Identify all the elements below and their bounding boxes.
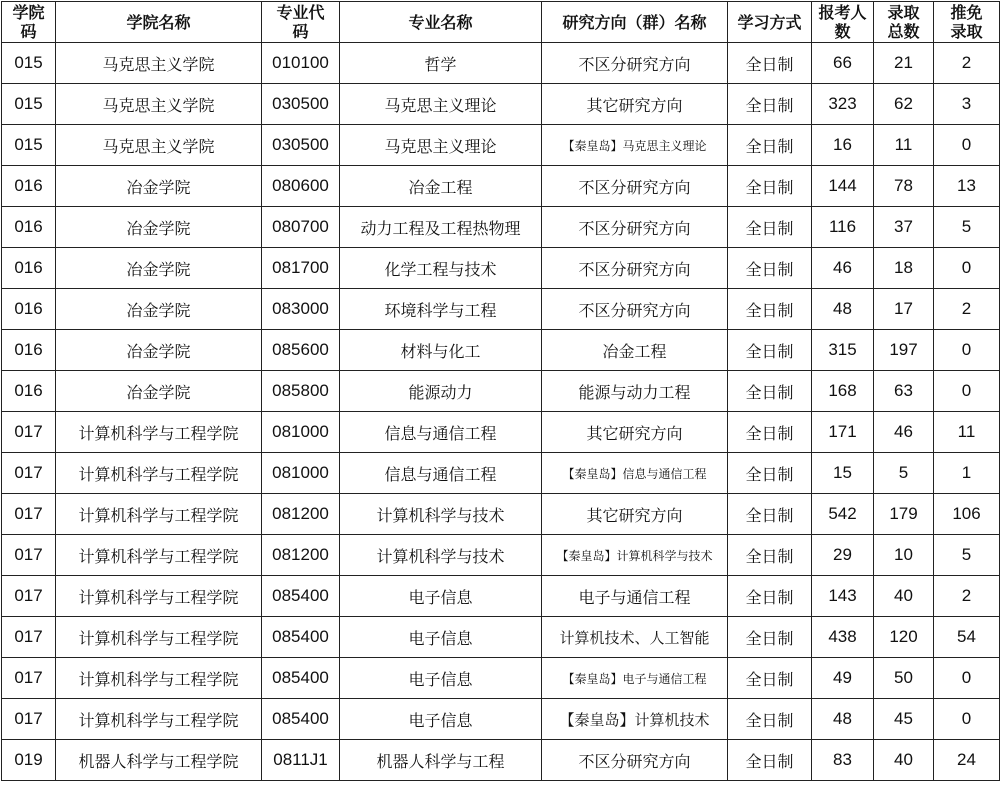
cell-applicants: 16	[812, 125, 874, 166]
cell-major-code: 081200	[262, 494, 340, 535]
cell-study-mode: 全日制	[728, 248, 812, 289]
cell-major-name: 马克思主义理论	[340, 84, 542, 125]
cell-major-name: 哲学	[340, 43, 542, 84]
cell-college-name: 计算机科学与工程学院	[56, 658, 262, 699]
cell-major-name: 计算机科学与技术	[340, 494, 542, 535]
header-applicants: 报考人 数	[812, 2, 874, 43]
table-row	[2, 166, 1000, 207]
cell-exempt-admitted: 1	[934, 453, 1000, 494]
header-admitted-total: 录取 总数	[874, 2, 934, 43]
cell-exempt-admitted: 5	[934, 207, 1000, 248]
cell-college-code: 017	[2, 453, 56, 494]
admissions-table	[1, 1, 1000, 781]
cell-exempt-admitted: 0	[934, 658, 1000, 699]
cell-college-name: 冶金学院	[56, 330, 262, 371]
table-row	[2, 576, 1000, 617]
cell-study-mode: 全日制	[728, 699, 812, 740]
cell-applicants: 46	[812, 248, 874, 289]
cell-major-code: 085600	[262, 330, 340, 371]
cell-research-direction: 【秦皇岛】电子与通信工程	[542, 658, 728, 699]
table-row	[2, 453, 1000, 494]
cell-research-direction: 计算机技术、人工智能	[542, 617, 728, 658]
cell-college-name: 冶金学院	[56, 248, 262, 289]
cell-research-direction: 冶金工程	[542, 330, 728, 371]
cell-major-code: 030500	[262, 125, 340, 166]
cell-college-code: 015	[2, 125, 56, 166]
cell-study-mode: 全日制	[728, 166, 812, 207]
cell-college-name: 马克思主义学院	[56, 84, 262, 125]
cell-research-direction: 其它研究方向	[542, 494, 728, 535]
header-major-code: 专业代 码	[262, 2, 340, 43]
cell-college-name: 冶金学院	[56, 371, 262, 412]
cell-college-code: 016	[2, 330, 56, 371]
cell-major-code: 0811J1	[262, 740, 340, 781]
cell-exempt-admitted: 2	[934, 576, 1000, 617]
cell-applicants: 48	[812, 289, 874, 330]
cell-research-direction: 不区分研究方向	[542, 248, 728, 289]
cell-college-code: 015	[2, 84, 56, 125]
header-study-mode: 学习方式	[728, 2, 812, 43]
cell-admitted-total: 37	[874, 207, 934, 248]
cell-major-name: 冶金工程	[340, 166, 542, 207]
cell-admitted-total: 62	[874, 84, 934, 125]
cell-college-code: 017	[2, 658, 56, 699]
cell-major-name: 环境科学与工程	[340, 289, 542, 330]
cell-major-name: 能源动力	[340, 371, 542, 412]
cell-applicants: 168	[812, 371, 874, 412]
cell-exempt-admitted: 54	[934, 617, 1000, 658]
cell-admitted-total: 5	[874, 453, 934, 494]
cell-applicants: 143	[812, 576, 874, 617]
cell-admitted-total: 50	[874, 658, 934, 699]
cell-admitted-total: 179	[874, 494, 934, 535]
cell-applicants: 15	[812, 453, 874, 494]
cell-research-direction: 【秦皇岛】计算机技术	[542, 699, 728, 740]
cell-college-name: 马克思主义学院	[56, 43, 262, 84]
cell-college-name: 冶金学院	[56, 207, 262, 248]
cell-study-mode: 全日制	[728, 535, 812, 576]
cell-study-mode: 全日制	[728, 494, 812, 535]
cell-college-code: 016	[2, 248, 56, 289]
cell-major-name: 电子信息	[340, 617, 542, 658]
cell-study-mode: 全日制	[728, 412, 812, 453]
cell-research-direction: 不区分研究方向	[542, 166, 728, 207]
cell-major-name: 动力工程及工程热物理	[340, 207, 542, 248]
cell-admitted-total: 17	[874, 289, 934, 330]
table-row	[2, 248, 1000, 289]
cell-study-mode: 全日制	[728, 371, 812, 412]
table-row	[2, 330, 1000, 371]
cell-study-mode: 全日制	[728, 125, 812, 166]
cell-admitted-total: 46	[874, 412, 934, 453]
cell-college-code: 016	[2, 166, 56, 207]
cell-admitted-total: 197	[874, 330, 934, 371]
cell-study-mode: 全日制	[728, 740, 812, 781]
cell-research-direction: 能源与动力工程	[542, 371, 728, 412]
cell-college-code: 016	[2, 371, 56, 412]
cell-college-name: 计算机科学与工程学院	[56, 699, 262, 740]
cell-college-name: 计算机科学与工程学院	[56, 453, 262, 494]
cell-exempt-admitted: 5	[934, 535, 1000, 576]
cell-research-direction: 【秦皇岛】马克思主义理论	[542, 125, 728, 166]
table-row	[2, 494, 1000, 535]
cell-college-code: 017	[2, 494, 56, 535]
cell-college-name: 机器人科学与工程学院	[56, 740, 262, 781]
cell-major-code: 081000	[262, 453, 340, 494]
cell-study-mode: 全日制	[728, 84, 812, 125]
cell-major-name: 信息与通信工程	[340, 412, 542, 453]
table-row	[2, 289, 1000, 330]
table-row	[2, 658, 1000, 699]
cell-study-mode: 全日制	[728, 330, 812, 371]
cell-research-direction: 不区分研究方向	[542, 43, 728, 84]
cell-exempt-admitted: 24	[934, 740, 1000, 781]
cell-applicants: 29	[812, 535, 874, 576]
cell-admitted-total: 21	[874, 43, 934, 84]
cell-research-direction: 不区分研究方向	[542, 289, 728, 330]
table-row	[2, 535, 1000, 576]
cell-applicants: 83	[812, 740, 874, 781]
cell-major-code: 080600	[262, 166, 340, 207]
cell-major-name: 化学工程与技术	[340, 248, 542, 289]
table-row	[2, 412, 1000, 453]
cell-research-direction: 【秦皇岛】信息与通信工程	[542, 453, 728, 494]
cell-college-code: 016	[2, 289, 56, 330]
cell-major-name: 马克思主义理论	[340, 125, 542, 166]
cell-research-direction: 电子与通信工程	[542, 576, 728, 617]
cell-college-code: 017	[2, 617, 56, 658]
cell-major-code: 083000	[262, 289, 340, 330]
cell-study-mode: 全日制	[728, 576, 812, 617]
cell-major-code: 085800	[262, 371, 340, 412]
cell-college-code: 017	[2, 535, 56, 576]
cell-major-name: 材料与化工	[340, 330, 542, 371]
cell-exempt-admitted: 0	[934, 371, 1000, 412]
table-row	[2, 371, 1000, 412]
cell-major-name: 电子信息	[340, 658, 542, 699]
cell-study-mode: 全日制	[728, 658, 812, 699]
cell-research-direction: 不区分研究方向	[542, 207, 728, 248]
header-exempt-admitted: 推免 录取	[934, 2, 1000, 43]
cell-admitted-total: 40	[874, 740, 934, 781]
cell-college-name: 计算机科学与工程学院	[56, 535, 262, 576]
cell-major-code: 080700	[262, 207, 340, 248]
cell-major-code: 085400	[262, 617, 340, 658]
cell-applicants: 542	[812, 494, 874, 535]
cell-applicants: 171	[812, 412, 874, 453]
cell-exempt-admitted: 106	[934, 494, 1000, 535]
header-major-name: 专业名称	[340, 2, 542, 43]
cell-research-direction: 【秦皇岛】计算机科学与技术	[542, 535, 728, 576]
cell-major-code: 081700	[262, 248, 340, 289]
header-row	[2, 2, 1000, 43]
header-college-code: 学院 码	[2, 2, 56, 43]
cell-college-name: 冶金学院	[56, 289, 262, 330]
cell-applicants: 144	[812, 166, 874, 207]
table-row	[2, 740, 1000, 781]
cell-applicants: 66	[812, 43, 874, 84]
cell-major-name: 机器人科学与工程	[340, 740, 542, 781]
cell-major-name: 电子信息	[340, 576, 542, 617]
cell-college-code: 017	[2, 699, 56, 740]
cell-exempt-admitted: 3	[934, 84, 1000, 125]
cell-exempt-admitted: 13	[934, 166, 1000, 207]
table-row	[2, 617, 1000, 658]
cell-admitted-total: 120	[874, 617, 934, 658]
cell-college-code: 017	[2, 576, 56, 617]
cell-exempt-admitted: 0	[934, 248, 1000, 289]
table-body	[2, 43, 1000, 781]
cell-college-code: 016	[2, 207, 56, 248]
cell-major-name: 电子信息	[340, 699, 542, 740]
cell-admitted-total: 10	[874, 535, 934, 576]
cell-exempt-admitted: 11	[934, 412, 1000, 453]
table-row	[2, 125, 1000, 166]
cell-applicants: 438	[812, 617, 874, 658]
table-row	[2, 43, 1000, 84]
cell-study-mode: 全日制	[728, 207, 812, 248]
cell-major-code: 081000	[262, 412, 340, 453]
cell-applicants: 116	[812, 207, 874, 248]
table-row	[2, 84, 1000, 125]
cell-exempt-admitted: 0	[934, 330, 1000, 371]
cell-admitted-total: 11	[874, 125, 934, 166]
cell-study-mode: 全日制	[728, 453, 812, 494]
cell-admitted-total: 63	[874, 371, 934, 412]
cell-college-name: 计算机科学与工程学院	[56, 617, 262, 658]
cell-college-name: 冶金学院	[56, 166, 262, 207]
cell-study-mode: 全日制	[728, 43, 812, 84]
cell-college-name: 计算机科学与工程学院	[56, 412, 262, 453]
cell-major-code: 010100	[262, 43, 340, 84]
table-row	[2, 207, 1000, 248]
cell-major-code: 030500	[262, 84, 340, 125]
cell-applicants: 323	[812, 84, 874, 125]
cell-college-name: 马克思主义学院	[56, 125, 262, 166]
cell-research-direction: 其它研究方向	[542, 412, 728, 453]
cell-admitted-total: 78	[874, 166, 934, 207]
cell-applicants: 315	[812, 330, 874, 371]
cell-college-name: 计算机科学与工程学院	[56, 494, 262, 535]
cell-major-code: 081200	[262, 535, 340, 576]
cell-college-name: 计算机科学与工程学院	[56, 576, 262, 617]
cell-major-name: 计算机科学与技术	[340, 535, 542, 576]
table-row	[2, 699, 1000, 740]
cell-research-direction: 其它研究方向	[542, 84, 728, 125]
cell-study-mode: 全日制	[728, 617, 812, 658]
cell-admitted-total: 45	[874, 699, 934, 740]
cell-major-code: 085400	[262, 699, 340, 740]
cell-admitted-total: 40	[874, 576, 934, 617]
cell-admitted-total: 18	[874, 248, 934, 289]
cell-college-code: 019	[2, 740, 56, 781]
cell-study-mode: 全日制	[728, 289, 812, 330]
cell-applicants: 49	[812, 658, 874, 699]
cell-major-name: 信息与通信工程	[340, 453, 542, 494]
cell-exempt-admitted: 0	[934, 699, 1000, 740]
header-college-name: 学院名称	[56, 2, 262, 43]
cell-major-code: 085400	[262, 576, 340, 617]
cell-applicants: 48	[812, 699, 874, 740]
cell-college-code: 015	[2, 43, 56, 84]
cell-college-code: 017	[2, 412, 56, 453]
cell-exempt-admitted: 2	[934, 43, 1000, 84]
cell-major-code: 085400	[262, 658, 340, 699]
header-research-direction: 研究方向（群）名称	[542, 2, 728, 43]
cell-research-direction: 不区分研究方向	[542, 740, 728, 781]
cell-exempt-admitted: 2	[934, 289, 1000, 330]
cell-exempt-admitted: 0	[934, 125, 1000, 166]
